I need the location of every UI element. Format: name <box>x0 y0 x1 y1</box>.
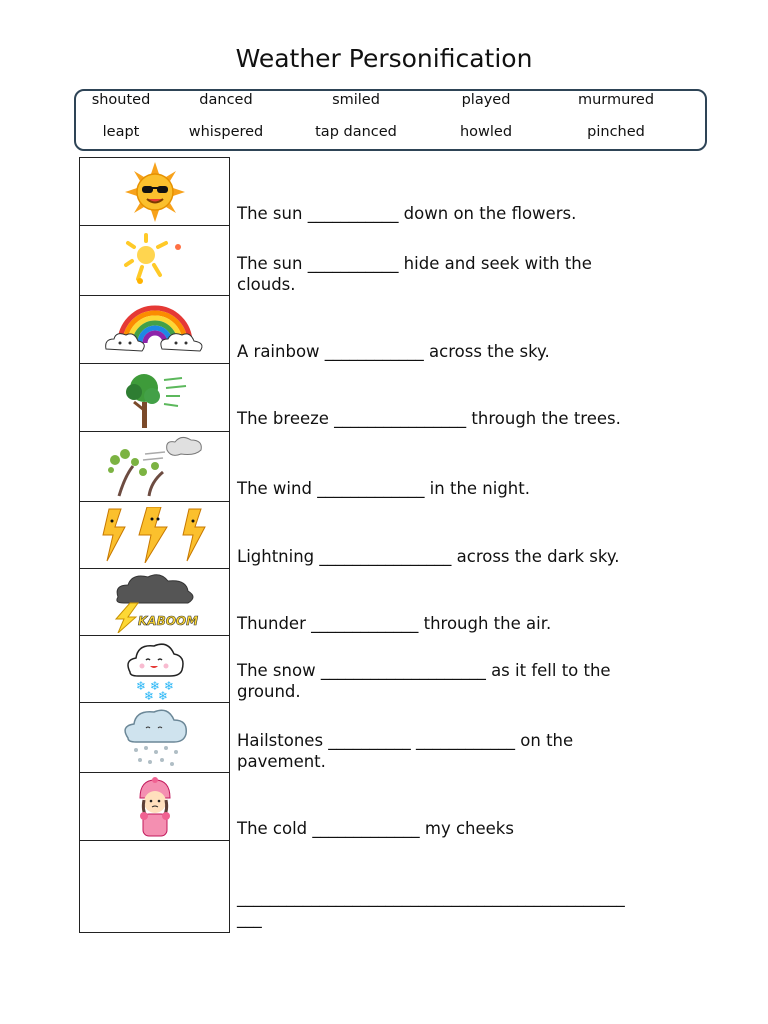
picture-cell-empty <box>80 841 229 932</box>
word-bank <box>74 89 707 151</box>
picture-cell-wind <box>80 432 229 502</box>
word-bank-item: whispered <box>188 124 264 140</box>
svg-text:❄: ❄ <box>157 689 168 700</box>
word-bank-item: smiled <box>332 92 380 108</box>
sentence-3 <box>237 341 677 362</box>
picture-cell-rainbow <box>80 296 229 364</box>
sentence-text: The wind _____________ in the night. <box>237 479 530 498</box>
page-title: Weather Personification <box>235 44 533 73</box>
sentence-text-cont: ground. <box>237 682 301 701</box>
svg-text:❄: ❄ <box>135 679 146 693</box>
picture-cell-thunder <box>80 569 229 636</box>
picture-cell-hail <box>80 703 229 773</box>
sentence-text: Thunder _____________ through the air. <box>237 614 552 633</box>
word-bank-item: danced <box>199 92 253 108</box>
sentence-text: The sun ___________ hide and seek with the <box>237 254 592 273</box>
sentence-10 <box>237 818 677 839</box>
sentence-text: The sun ___________ down on the flowers. <box>237 204 577 223</box>
sentence-text-cont: clouds. <box>237 275 296 294</box>
sentence-9 <box>237 730 677 772</box>
word-bank-item: shouted <box>91 92 151 108</box>
blank-line-1: _______________________________________________ <box>237 888 625 907</box>
sentence-text-cont: pavement. <box>237 752 326 771</box>
sentence-2 <box>237 253 677 295</box>
kaboom-text: KABOOM <box>137 614 198 628</box>
picture-cell-tree <box>80 364 229 432</box>
picture-cell-cold <box>80 773 229 841</box>
svg-text:❄: ❄ <box>149 679 160 693</box>
word-bank-item: pinched <box>587 124 645 140</box>
word-bank-item: howled <box>459 124 513 140</box>
thunder-cloud-kaboom-icon <box>110 571 200 633</box>
blank-line-2: ___ <box>237 909 262 928</box>
sentence-5 <box>237 478 677 499</box>
dancing-lightning-bolts-icon <box>95 507 215 563</box>
sun-with-sunglasses-icon <box>125 162 185 222</box>
sentence-1 <box>237 203 677 224</box>
picture-cell-sun <box>80 158 229 226</box>
hail-cloud-icon <box>120 706 190 770</box>
smiling-snow-cloud-icon <box>124 638 186 700</box>
rainbow-with-clouds-icon <box>102 299 208 361</box>
cold-girl-icon <box>130 776 180 838</box>
sentence-text: The snow ____________________ as it fell to the <box>237 661 611 680</box>
sentence-text: Hailstones __________ ____________ on the <box>237 731 574 750</box>
blank-writing-line <box>237 887 677 929</box>
word-bank-item: played <box>461 92 511 108</box>
sentence-4 <box>237 408 677 429</box>
sentence-text: Lightning ________________ across the dark sky. <box>237 547 620 566</box>
wind-blowing-trees-icon <box>105 436 205 498</box>
tree-in-breeze-icon <box>120 366 190 430</box>
sentence-text: The breeze ________________ through the trees. <box>237 409 621 428</box>
sentence-text: The cold _____________ my cheeks <box>237 819 514 838</box>
picture-cell-lightning <box>80 502 229 569</box>
word-bank-item: murmured <box>577 92 655 108</box>
sentence-6 <box>237 546 677 567</box>
picture-cell-sun-2 <box>80 226 229 296</box>
picture-column <box>79 157 230 933</box>
svg-text:❄: ❄ <box>163 679 174 693</box>
word-bank-item: tap danced <box>315 124 397 140</box>
word-bank-item: leapt <box>102 124 140 140</box>
sentence-7 <box>237 613 677 634</box>
svg-text:❄: ❄ <box>143 689 154 700</box>
picture-cell-snow <box>80 636 229 703</box>
sentence-text: A rainbow ____________ across the sky. <box>237 342 550 361</box>
playful-sun-icon <box>120 231 190 291</box>
sentence-8 <box>237 660 677 702</box>
